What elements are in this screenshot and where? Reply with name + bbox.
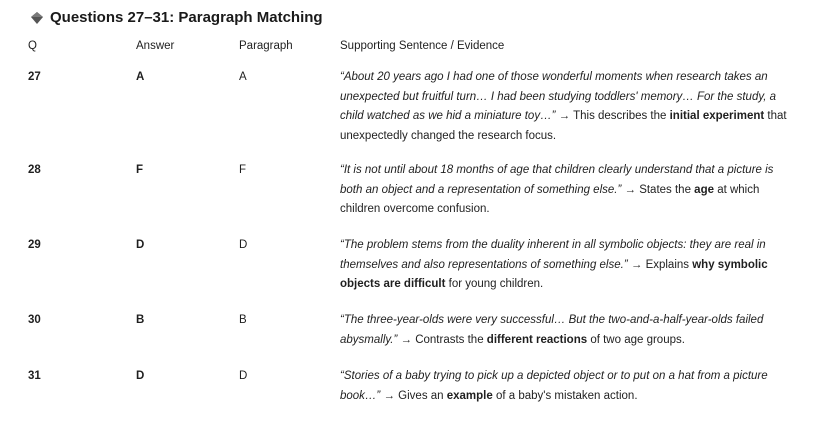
header-q: Q bbox=[28, 40, 37, 52]
row-paragraph: F bbox=[239, 164, 247, 176]
evidence-text: Explains bbox=[645, 258, 693, 271]
header-answer: Answer bbox=[136, 40, 175, 52]
evidence-text: that unexpectedly changed the research focus. bbox=[340, 110, 787, 142]
evidence-highlight: different reactions bbox=[486, 333, 588, 346]
arrow: → bbox=[380, 389, 399, 402]
evidence-highlight: why symbolic objects are difficult bbox=[340, 258, 768, 290]
evidence-text: of a baby's mistaken action. bbox=[492, 389, 638, 402]
evidence-text: Contrasts the bbox=[415, 333, 487, 346]
evidence-quote: “Stories of a baby trying to pick up a depicted object or to put on a hat from a picture book…” bbox=[340, 370, 768, 402]
header-evidence: Supporting Sentence / Evidence bbox=[340, 40, 505, 52]
evidence-highlight: example bbox=[446, 389, 493, 402]
evidence-text: at which children overcome confusion. bbox=[340, 183, 760, 215]
evidence-quote: “About 20 years ago I had one of those wonderful moments when research takes an unexpected but fruitful turn… I had been studying toddlers' memory… For the study, a child watched as we hid a miniature toy…” bbox=[340, 71, 777, 122]
row-answer: A bbox=[136, 71, 145, 83]
diamond-icon bbox=[30, 11, 44, 25]
row-evidence bbox=[340, 68, 790, 146]
arrow: → bbox=[627, 258, 646, 271]
row-answer: D bbox=[136, 239, 145, 251]
evidence-text: This describes the bbox=[573, 110, 670, 122]
row-question-number: 27 bbox=[28, 71, 41, 83]
row-question-number: 29 bbox=[28, 239, 41, 251]
row-answer: B bbox=[136, 314, 145, 326]
evidence-text: of two age groups. bbox=[587, 333, 685, 346]
arrow: → bbox=[397, 333, 416, 346]
arrow: → bbox=[555, 110, 574, 122]
evidence-text: for young children. bbox=[445, 278, 544, 290]
header-paragraph: Paragraph bbox=[239, 40, 293, 52]
row-answer: D bbox=[136, 370, 145, 382]
row-evidence bbox=[340, 236, 790, 295]
evidence-text: Gives an bbox=[398, 389, 447, 402]
row-paragraph: D bbox=[239, 370, 248, 382]
row-paragraph: B bbox=[239, 314, 247, 326]
evidence-quote: “The problem stems from the duality inherent in all symbolic objects: they are real in themselves and also representations of something else.” bbox=[340, 239, 766, 271]
evidence-quote: “The three-year-olds were very successful… But the two-and-a-half-year-olds failed abysmally.” bbox=[340, 314, 764, 346]
arrow: → bbox=[621, 183, 640, 196]
section-title: Questions 27–31: Paragraph Matching bbox=[50, 9, 323, 26]
row-question-number: 31 bbox=[28, 370, 41, 382]
evidence-highlight: initial experiment bbox=[669, 110, 765, 122]
row-paragraph: A bbox=[239, 71, 247, 83]
row-evidence bbox=[340, 367, 790, 406]
row-answer: F bbox=[136, 164, 144, 176]
row-paragraph: D bbox=[239, 239, 248, 251]
evidence-text: States the bbox=[639, 183, 695, 196]
row-evidence bbox=[340, 311, 790, 350]
row-question-number: 28 bbox=[28, 164, 41, 176]
evidence-highlight: age bbox=[694, 183, 714, 196]
row-question-number: 30 bbox=[28, 314, 41, 326]
section-heading bbox=[30, 9, 323, 26]
evidence-quote: “It is not until about 18 months of age that children clearly understand that a picture is both an object and a representation of something else.” bbox=[340, 164, 774, 196]
row-evidence bbox=[340, 161, 790, 220]
